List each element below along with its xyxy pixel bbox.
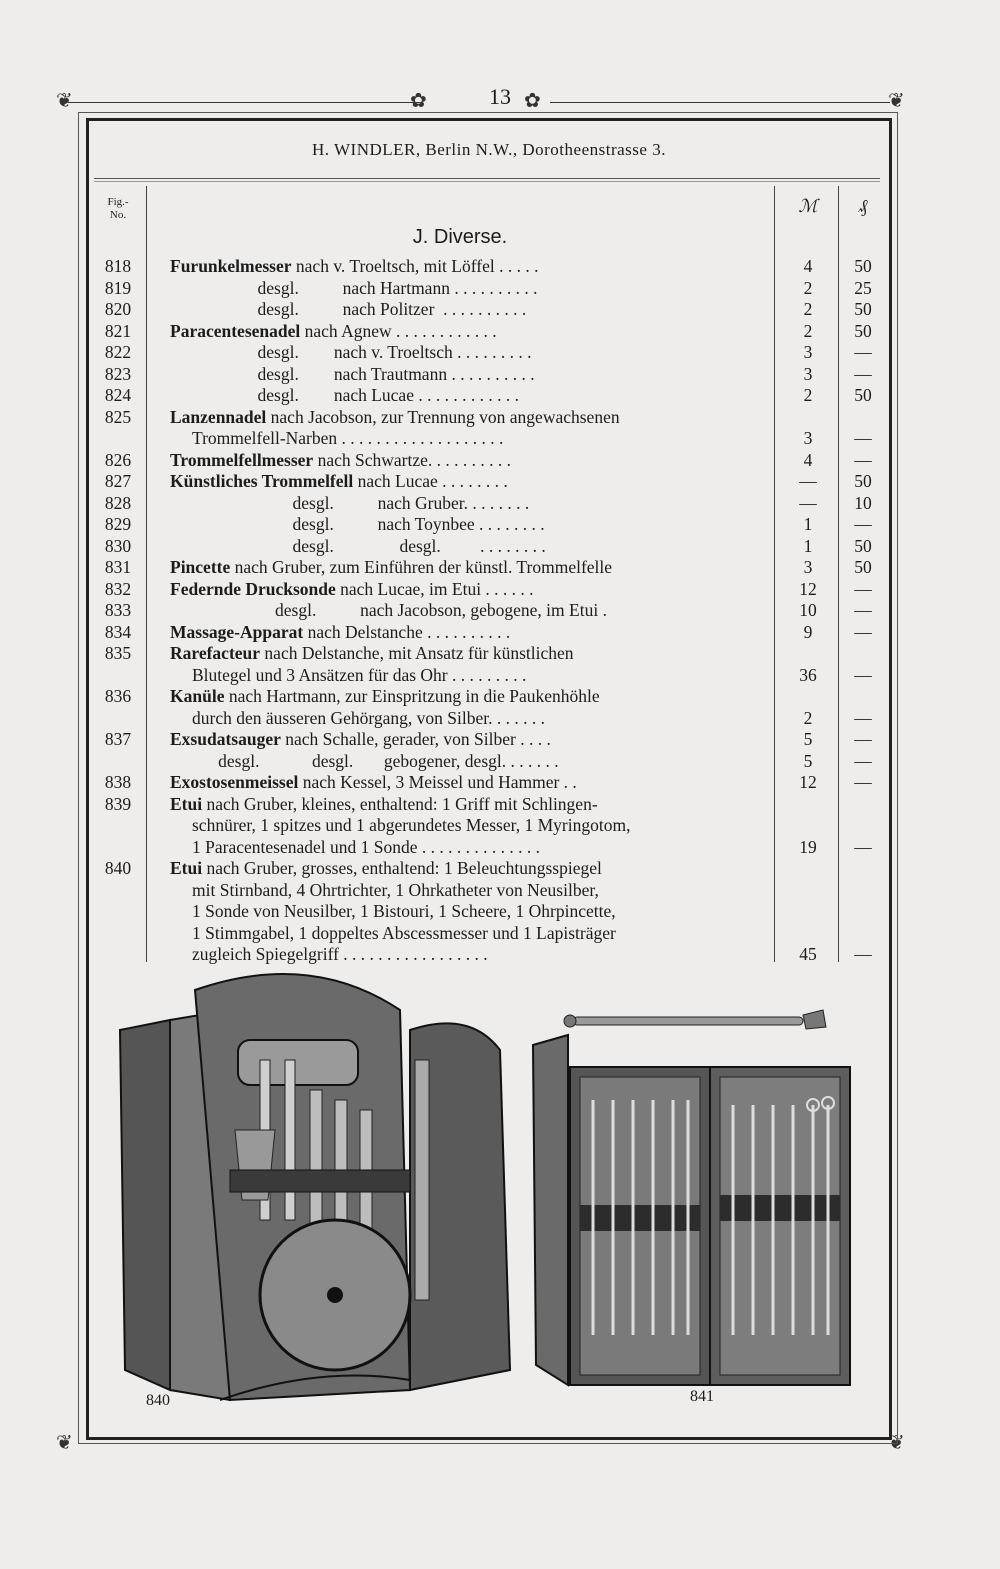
fig-number: 838 bbox=[104, 772, 132, 792]
header-rule bbox=[94, 181, 880, 182]
description-line bbox=[170, 536, 760, 558]
item-description bbox=[170, 751, 760, 773]
item-text: Trommelfell-Narben . . . . . . . . . . . . . . . . . . . bbox=[192, 428, 504, 448]
price-mark: — bbox=[799, 471, 817, 491]
description-line bbox=[170, 729, 760, 751]
item-name: Pincette bbox=[170, 557, 231, 577]
item-text: Blutegel und 3 Ansätzen für das Ohr . . . . . . . . . bbox=[192, 664, 527, 685]
fig-number: 824 bbox=[104, 385, 132, 405]
item-text: desgl. nach Trautmann . . . . . . . . . . bbox=[170, 363, 535, 384]
price-mark: 2 bbox=[803, 277, 813, 298]
fig-number: 839 bbox=[104, 793, 132, 814]
price-mark: — bbox=[799, 492, 817, 513]
item-name: Rarefacteur bbox=[170, 643, 261, 663]
description-line bbox=[170, 944, 760, 966]
item-text: desgl. nach Gruber. . . . . . . . bbox=[170, 492, 530, 513]
item-description bbox=[170, 385, 760, 407]
price-mark: 3 bbox=[803, 428, 813, 448]
etui-840-illustration bbox=[110, 970, 520, 1410]
item-text: nach Kessel, 3 Meissel und Hammer . . bbox=[298, 772, 577, 792]
price-pfennig: — bbox=[854, 664, 872, 685]
description-line bbox=[170, 600, 760, 622]
price-pfennig: — bbox=[854, 514, 872, 534]
item-text: durch den äusseren Gehörgang, von Silber. . . . . . . bbox=[192, 707, 546, 728]
table-row bbox=[0, 600, 1000, 622]
price-mark: 19 bbox=[799, 836, 817, 857]
table-row bbox=[0, 342, 1000, 364]
price-mark: 3 bbox=[803, 363, 813, 384]
item-text: desgl. desgl. gebogener, desgl. . . . . . . bbox=[170, 750, 559, 771]
price-pfennig: — bbox=[854, 600, 872, 620]
item-name: Paracentesenadel bbox=[170, 320, 301, 341]
ornament-icon: ❦ bbox=[888, 90, 905, 112]
item-text: zugleich Spiegelgriff . . . . . . . . . . . . . . . . . bbox=[192, 944, 488, 964]
description-line bbox=[170, 772, 760, 794]
price-pfennig: — bbox=[854, 342, 872, 362]
price-pfennig: — bbox=[854, 449, 872, 470]
ornament-icon: ❦ bbox=[56, 90, 73, 112]
price-mark: 12 bbox=[799, 772, 817, 792]
item-text: nach Agnew . . . . . . . . . . . . bbox=[300, 320, 497, 341]
table-row bbox=[0, 471, 1000, 493]
price-pfennig: 50 bbox=[854, 385, 872, 405]
item-text: mit Stirnband, 4 Ohrtrichter, 1 Ohrkatheter von Neusilber, bbox=[192, 879, 599, 900]
item-text: nach Gruber, zum Einführen der künstl. Trommelfelle bbox=[230, 557, 613, 577]
description-line bbox=[170, 514, 760, 536]
item-description bbox=[170, 536, 760, 558]
price-pfennig: — bbox=[854, 621, 872, 642]
item-description bbox=[170, 407, 760, 450]
item-text: 1 Stimmgabel, 1 doppeltes Abscessmesser und 1 Lapisträger bbox=[192, 922, 616, 943]
price-mark: 2 bbox=[803, 299, 813, 319]
price-mark: 2 bbox=[803, 385, 813, 405]
table-row bbox=[0, 514, 1000, 536]
fig-number: 836 bbox=[104, 686, 132, 706]
price-pfennig: 50 bbox=[854, 471, 872, 491]
page-number: 13 bbox=[489, 84, 511, 109]
item-description bbox=[170, 858, 760, 966]
price-mark: 5 bbox=[803, 729, 813, 749]
table-row bbox=[0, 858, 1000, 966]
table-row bbox=[0, 450, 1000, 472]
fig-no-header: Fig.- No. bbox=[107, 196, 129, 221]
item-name: Etui bbox=[170, 858, 203, 878]
table-row bbox=[0, 364, 1000, 386]
table-row bbox=[0, 536, 1000, 558]
price-mark: 9 bbox=[803, 621, 813, 642]
fig-number: 826 bbox=[104, 449, 132, 470]
table-row bbox=[0, 278, 1000, 300]
ornament-icon: ❦ bbox=[56, 1432, 73, 1454]
table-row bbox=[0, 729, 1000, 751]
table-row bbox=[0, 751, 1000, 773]
description-line bbox=[170, 923, 760, 945]
description-line bbox=[170, 342, 760, 364]
description-line bbox=[170, 686, 760, 708]
fig-number: 840 bbox=[104, 858, 132, 878]
item-description bbox=[170, 299, 760, 321]
description-line bbox=[170, 643, 760, 665]
description-line bbox=[170, 364, 760, 386]
price-pfennig: 10 bbox=[854, 492, 872, 513]
fig-number: 829 bbox=[104, 514, 132, 534]
table-row bbox=[0, 407, 1000, 450]
table-row bbox=[0, 579, 1000, 601]
item-text: nach Gruber, kleines, enthaltend: 1 Griff mit Schlingen- bbox=[202, 793, 598, 814]
item-name: Etui bbox=[170, 793, 203, 814]
description-line bbox=[170, 385, 760, 407]
fig-number: 837 bbox=[104, 729, 132, 749]
item-description bbox=[170, 342, 760, 364]
item-description bbox=[170, 686, 760, 729]
price-pfennig: — bbox=[854, 363, 872, 384]
fig-number: 833 bbox=[104, 600, 132, 620]
price-mark: 2 bbox=[803, 707, 813, 728]
item-text: desgl. nach Politzer . . . . . . . . . . bbox=[170, 299, 527, 319]
figure-caption-840: 840 bbox=[146, 1392, 170, 1409]
description-line bbox=[170, 407, 760, 429]
top-rule-right bbox=[550, 102, 890, 103]
table-row bbox=[0, 794, 1000, 859]
item-text: 1 Sonde von Neusilber, 1 Bistouri, 1 Scheere, 1 Ohrpincette, bbox=[192, 901, 616, 921]
item-description bbox=[170, 364, 760, 386]
item-text: nach Jacobson, zur Trennung von angewachsenen bbox=[266, 406, 620, 427]
item-text: desgl. desgl. . . . . . . . . bbox=[170, 535, 546, 556]
fig-number: 830 bbox=[104, 535, 132, 556]
price-mark: 12 bbox=[799, 578, 817, 599]
item-description bbox=[170, 321, 760, 343]
fig-number: 819 bbox=[104, 277, 132, 298]
ornament-icon: ✿ bbox=[524, 90, 541, 112]
top-rule-left bbox=[68, 102, 423, 103]
item-description bbox=[170, 643, 760, 686]
item-text: desgl. nach Toynbee . . . . . . . . bbox=[170, 514, 545, 534]
pfennig-column-header: ₰ bbox=[858, 196, 868, 216]
item-description bbox=[170, 557, 760, 579]
description-line bbox=[170, 579, 760, 601]
description-line bbox=[170, 450, 760, 472]
description-line bbox=[170, 837, 760, 859]
item-description bbox=[170, 600, 760, 622]
price-pfennig: 50 bbox=[854, 557, 872, 577]
price-pfennig: 50 bbox=[854, 299, 872, 319]
item-name: Trommelfellmesser bbox=[170, 449, 314, 470]
fig-number: 820 bbox=[104, 299, 132, 319]
price-mark: 4 bbox=[803, 256, 813, 276]
description-line bbox=[170, 557, 760, 579]
item-text: desgl. nach Jacobson, gebogene, im Etui . bbox=[170, 600, 607, 620]
header-rule bbox=[94, 178, 880, 179]
table-row bbox=[0, 622, 1000, 644]
item-text: desgl. nach v. Troeltsch . . . . . . . . . bbox=[170, 342, 532, 362]
page-header: H. WINDLER, Berlin N.W., Dorotheenstrasse 3. bbox=[312, 140, 666, 159]
figure-caption-841: 841 bbox=[690, 1388, 714, 1405]
fig-number: 828 bbox=[104, 492, 132, 513]
item-description bbox=[170, 579, 760, 601]
item-text: nach Delstanche, mit Ansatz für künstlichen bbox=[260, 643, 574, 663]
fig-number: 831 bbox=[104, 557, 132, 577]
price-list bbox=[0, 256, 1000, 966]
table-row bbox=[0, 321, 1000, 343]
description-line bbox=[170, 493, 760, 515]
description-line bbox=[170, 708, 760, 730]
ornament-icon: ✿ bbox=[410, 90, 427, 112]
description-line bbox=[170, 622, 760, 644]
item-text: nach Lucae, im Etui . . . . . . bbox=[335, 578, 534, 599]
price-mark: 10 bbox=[799, 600, 817, 620]
price-pfennig: — bbox=[854, 772, 872, 792]
table-row bbox=[0, 493, 1000, 515]
item-text: nach Schalle, gerader, von Silber . . . . bbox=[280, 729, 551, 749]
price-pfennig: — bbox=[854, 836, 872, 857]
description-line bbox=[170, 858, 760, 880]
price-mark: 3 bbox=[803, 342, 813, 362]
item-description bbox=[170, 772, 760, 794]
item-text: nach Hartmann, zur Einspritzung in die Paukenhöhle bbox=[224, 686, 600, 706]
item-description bbox=[170, 278, 760, 300]
price-mark: 2 bbox=[803, 320, 813, 341]
description-line bbox=[170, 299, 760, 321]
item-text: nach v. Troeltsch, mit Löffel . . . . . bbox=[291, 256, 539, 276]
fig-number: 835 bbox=[104, 643, 132, 663]
description-line bbox=[170, 901, 760, 923]
price-mark: 3 bbox=[803, 557, 813, 577]
price-mark: 1 bbox=[803, 535, 813, 556]
item-text: 1 Paracentesenadel und 1 Sonde . . . . . . . . . . . . . . bbox=[192, 836, 540, 857]
table-row bbox=[0, 643, 1000, 686]
item-text: desgl. nach Hartmann . . . . . . . . . . bbox=[170, 277, 538, 298]
price-pfennig: — bbox=[854, 428, 872, 448]
item-text: nach Schwartze. . . . . . . . . . bbox=[313, 449, 511, 470]
item-text: nach Lucae . . . . . . . . bbox=[353, 471, 508, 491]
section-title: J. Diverse. bbox=[412, 226, 508, 248]
item-description bbox=[170, 471, 760, 493]
price-pfennig: — bbox=[854, 729, 872, 749]
description-line bbox=[170, 471, 760, 493]
item-name: Lanzennadel bbox=[170, 406, 267, 427]
description-line bbox=[170, 815, 760, 837]
table-row bbox=[0, 557, 1000, 579]
price-mark: 36 bbox=[799, 664, 817, 685]
item-description bbox=[170, 794, 760, 859]
fig-number: 818 bbox=[104, 256, 132, 276]
mark-column-header: ℳ bbox=[798, 196, 818, 216]
item-text: schnürer, 1 spitzes und 1 abgerundetes Messer, 1 Myringotom, bbox=[192, 815, 631, 835]
description-line bbox=[170, 428, 760, 450]
item-description bbox=[170, 450, 760, 472]
price-pfennig: — bbox=[854, 750, 872, 771]
fig-number: 821 bbox=[104, 320, 132, 341]
description-line bbox=[170, 880, 760, 902]
item-description bbox=[170, 256, 760, 278]
price-mark: 1 bbox=[803, 514, 813, 534]
description-line bbox=[170, 278, 760, 300]
price-mark: 5 bbox=[803, 750, 813, 771]
table-row bbox=[0, 772, 1000, 794]
price-pfennig: 50 bbox=[854, 535, 872, 556]
table-row bbox=[0, 256, 1000, 278]
price-mark: 4 bbox=[803, 449, 813, 470]
description-line bbox=[170, 665, 760, 687]
fig-number: 823 bbox=[104, 363, 132, 384]
item-name: Künstliches Trommelfell bbox=[170, 471, 354, 491]
item-name: Kanüle bbox=[170, 686, 225, 706]
item-name: Massage-Apparat bbox=[170, 621, 304, 642]
table-row bbox=[0, 686, 1000, 729]
item-text: desgl. nach Lucae . . . . . . . . . . . . bbox=[170, 385, 519, 405]
price-pfennig: 25 bbox=[854, 277, 872, 298]
description-line bbox=[170, 256, 760, 278]
table-row bbox=[0, 299, 1000, 321]
price-mark: 45 bbox=[799, 944, 817, 964]
ornament-icon: ❦ bbox=[888, 1432, 905, 1454]
item-name: Furunkelmesser bbox=[170, 256, 292, 276]
fig-number: 822 bbox=[104, 342, 132, 362]
table-row bbox=[0, 385, 1000, 407]
price-pfennig: — bbox=[854, 707, 872, 728]
item-description bbox=[170, 493, 760, 515]
fig-number: 834 bbox=[104, 621, 132, 642]
item-text: nach Delstanche . . . . . . . . . . bbox=[303, 621, 511, 642]
item-name: Exostosenmeissel bbox=[170, 772, 299, 792]
price-pfennig: 50 bbox=[854, 320, 872, 341]
item-name: Federnde Drucksonde bbox=[170, 578, 336, 599]
item-description bbox=[170, 729, 760, 751]
description-line bbox=[170, 751, 760, 773]
item-name: Exsudatsauger bbox=[170, 729, 281, 749]
fig-number: 832 bbox=[104, 578, 132, 599]
price-pfennig: — bbox=[854, 944, 872, 964]
item-description bbox=[170, 622, 760, 644]
fig-number: 827 bbox=[104, 471, 132, 491]
etui-841-illustration bbox=[528, 1005, 868, 1395]
description-line bbox=[170, 321, 760, 343]
price-pfennig: — bbox=[854, 578, 872, 599]
item-description bbox=[170, 514, 760, 536]
item-text: nach Gruber, grosses, enthaltend: 1 Beleuchtungsspiegel bbox=[202, 858, 602, 878]
price-pfennig: 50 bbox=[854, 256, 872, 276]
description-line bbox=[170, 794, 760, 816]
fig-number: 825 bbox=[104, 406, 132, 427]
